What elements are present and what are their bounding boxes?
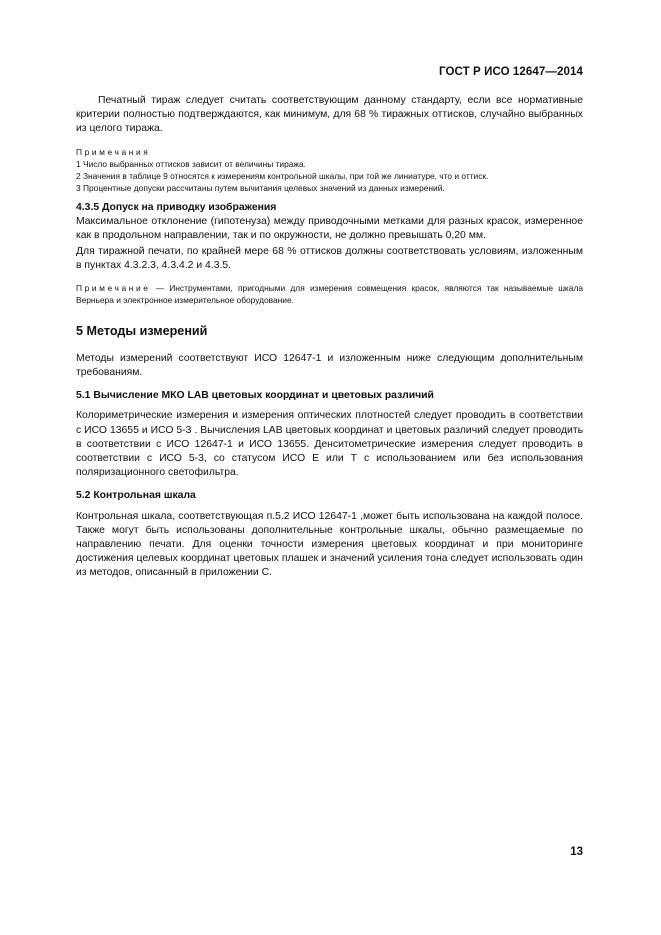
note-item-3: 3 Процентные допуски рассчитаны путем вычитания целевых значений из данных измерений. xyxy=(76,182,445,193)
section-5-1-heading: 5.1 Вычисление МКО LAB цветовых координат и цветовых различий xyxy=(76,390,434,402)
section-5-1-paragraph: Колориметрические измерения и измерения оптических плотностей следует проводить в соответствии с ИСО 13655 и ИСО 5-3 . Вычисления LAB цветовых координат и цветовых различий следует проводить в соответствии с ИСО 12647-1 и ИСО 13655. Денситометрические измерения следует проводить в соответствии с ИСО 5-3, со статусом ИСО Е или Т с использованием или без использования поляризационного светофильтра. xyxy=(76,410,583,479)
note-item-2: 2 Значения в таблице 9 относятся к измерениям контрольной шкалы, при той же линиатуре, что и оттиск. xyxy=(76,170,489,181)
page-number: 13 xyxy=(570,846,583,858)
notes-block xyxy=(76,146,583,194)
section-4-3-5-paragraph-2: Для тиражной печати, по крайней мере 68 % оттисков должны соответствовать условиям, изложенным в пунктах 4.3.2.3, 4.3.4.2 и 4.3.5. xyxy=(76,246,583,272)
intro-paragraph: Печатный тираж следует считать соответствующим данному стандарту, если все нормативные критерии полностью подтверждаются, как минимум, для 68 % тиражных оттисков, случайно выбранных из целого тиража. xyxy=(76,95,583,135)
note-text: — Инструментами, пригодными для измерения совмещения красок, являются так называемые шкала Верньера и электронное измерительное оборудование. xyxy=(76,282,583,305)
section-5-2-heading: 5.2 Контрольная шкала xyxy=(76,490,196,502)
note-item-1: 1 Число выбранных оттисков зависит от величины тиража. xyxy=(76,158,306,169)
note-label: Примечание xyxy=(76,282,151,293)
document-header: ГОСТ Р ИСО 12647—2014 xyxy=(438,66,583,78)
page-content xyxy=(76,94,583,581)
section-4-3-5-heading: 4.3.5 Допуск на приводку изображения xyxy=(76,201,277,213)
notes-title: Примечания xyxy=(76,146,151,157)
section-4-3-5-note xyxy=(76,282,583,306)
section-5-heading: 5 Методы измерений xyxy=(76,323,208,338)
section-4-3-5-paragraph-1: Максимальное отклонение (гипотенуза) между приводочными метками для разных красок, измеренное как в продольном направлении, так и по окружности, не должно превышать 0,20 мм. xyxy=(76,215,583,242)
section-5-paragraph: Методы измерений соответствуют ИСО 12647-1 и изложенным ниже следующим дополнительным требованиям. xyxy=(76,352,583,379)
section-5-2-paragraph: Контрольная шкала, соответствующая п.5.2 ИСО 12647-1 ,может быть использована на каждой полосе. Также могут быть использованы дополнительные контрольные шкалы, обычно размещаемые по направлению печати. Для оценки точности измерения цветовых координат и при мониторинге достижения целевых координат цветовых плашек и значений усиления тона следует использовать один из методов, описанный в приложении С. xyxy=(76,510,583,579)
